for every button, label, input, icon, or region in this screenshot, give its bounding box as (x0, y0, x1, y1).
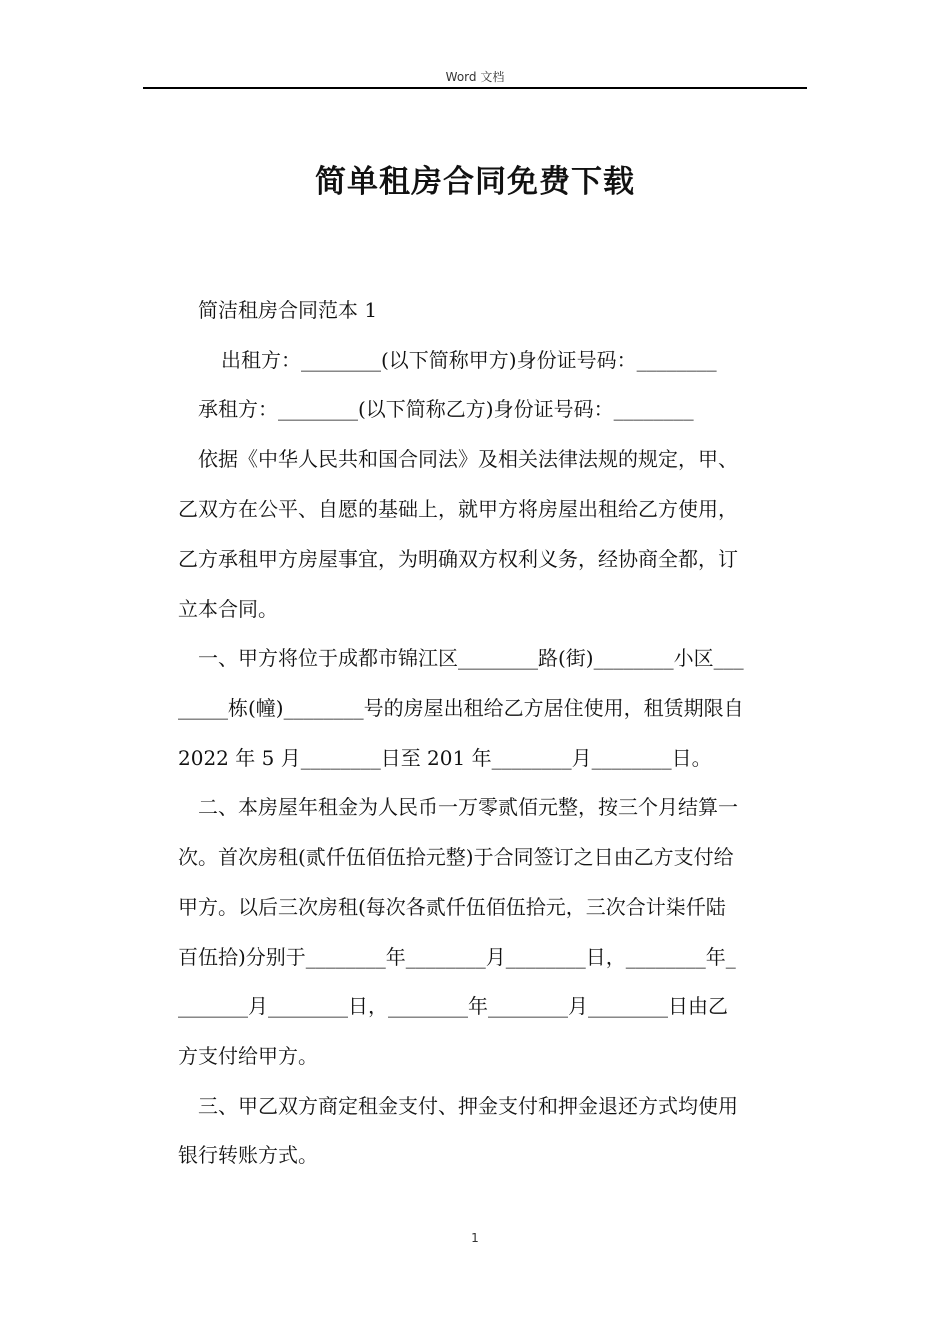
page-header-text: Word 文档 (445, 70, 505, 84)
paragraph-line: 二、本房屋年租金为人民币一万零贰佰元整，按三个月结算一 (198, 795, 738, 819)
paragraph-line: 立本合同。 (178, 597, 278, 621)
paragraph-line: 简洁租房合同范本 1 (198, 298, 378, 322)
paragraph-line: 三、甲乙双方商定租金支付、押金支付和押金退还方式均使用 (198, 1094, 738, 1118)
header-rule (143, 87, 807, 89)
paragraph-line: _____栋(幢)________号的房屋出租给乙方居住使用，租赁期限自 (178, 696, 744, 720)
paragraph-line: 一、甲方将位于成都市锦江区________路(街)________小区___ (198, 646, 744, 670)
page-number: 1 (471, 1231, 479, 1245)
paragraph-line: _______月________日，________年________月________日由乙 (178, 994, 728, 1018)
paragraph-line: 出租方：________(以下简称甲方)身份证号码：________ (221, 348, 717, 372)
document-title: 简单租房合同免费下载 (315, 164, 635, 200)
paragraph-line: 2022 年 5 月________日至 201 年________月________日。 (178, 746, 712, 770)
paragraph-line: 方支付给甲方。 (178, 1044, 318, 1068)
paragraph-line: 承租方：________(以下简称乙方)身份证号码：________ (198, 397, 694, 421)
paragraph-line: 银行转账方式。 (178, 1143, 318, 1167)
paragraph-line: 次。首次房租(贰仟伍佰伍拾元整)于合同签订之日由乙方支付给 (178, 845, 734, 869)
paragraph-line: 乙双方在公平、自愿的基础上，就甲方将房屋出租给乙方使用， (178, 497, 738, 521)
paragraph-line: 乙方承租甲方房屋事宜，为明确双方权利义务，经协商全都，订 (178, 547, 738, 571)
paragraph-line: 依据《中华人民共和国合同法》及相关法律法规的规定，甲、 (198, 447, 738, 471)
paragraph-line: 甲方。以后三次房租(每次各贰仟伍佰伍拾元，三次合计柒仟陆 (178, 895, 726, 919)
paragraph-line: 百伍拾)分别于________年________月________日，________年_ (178, 945, 736, 969)
